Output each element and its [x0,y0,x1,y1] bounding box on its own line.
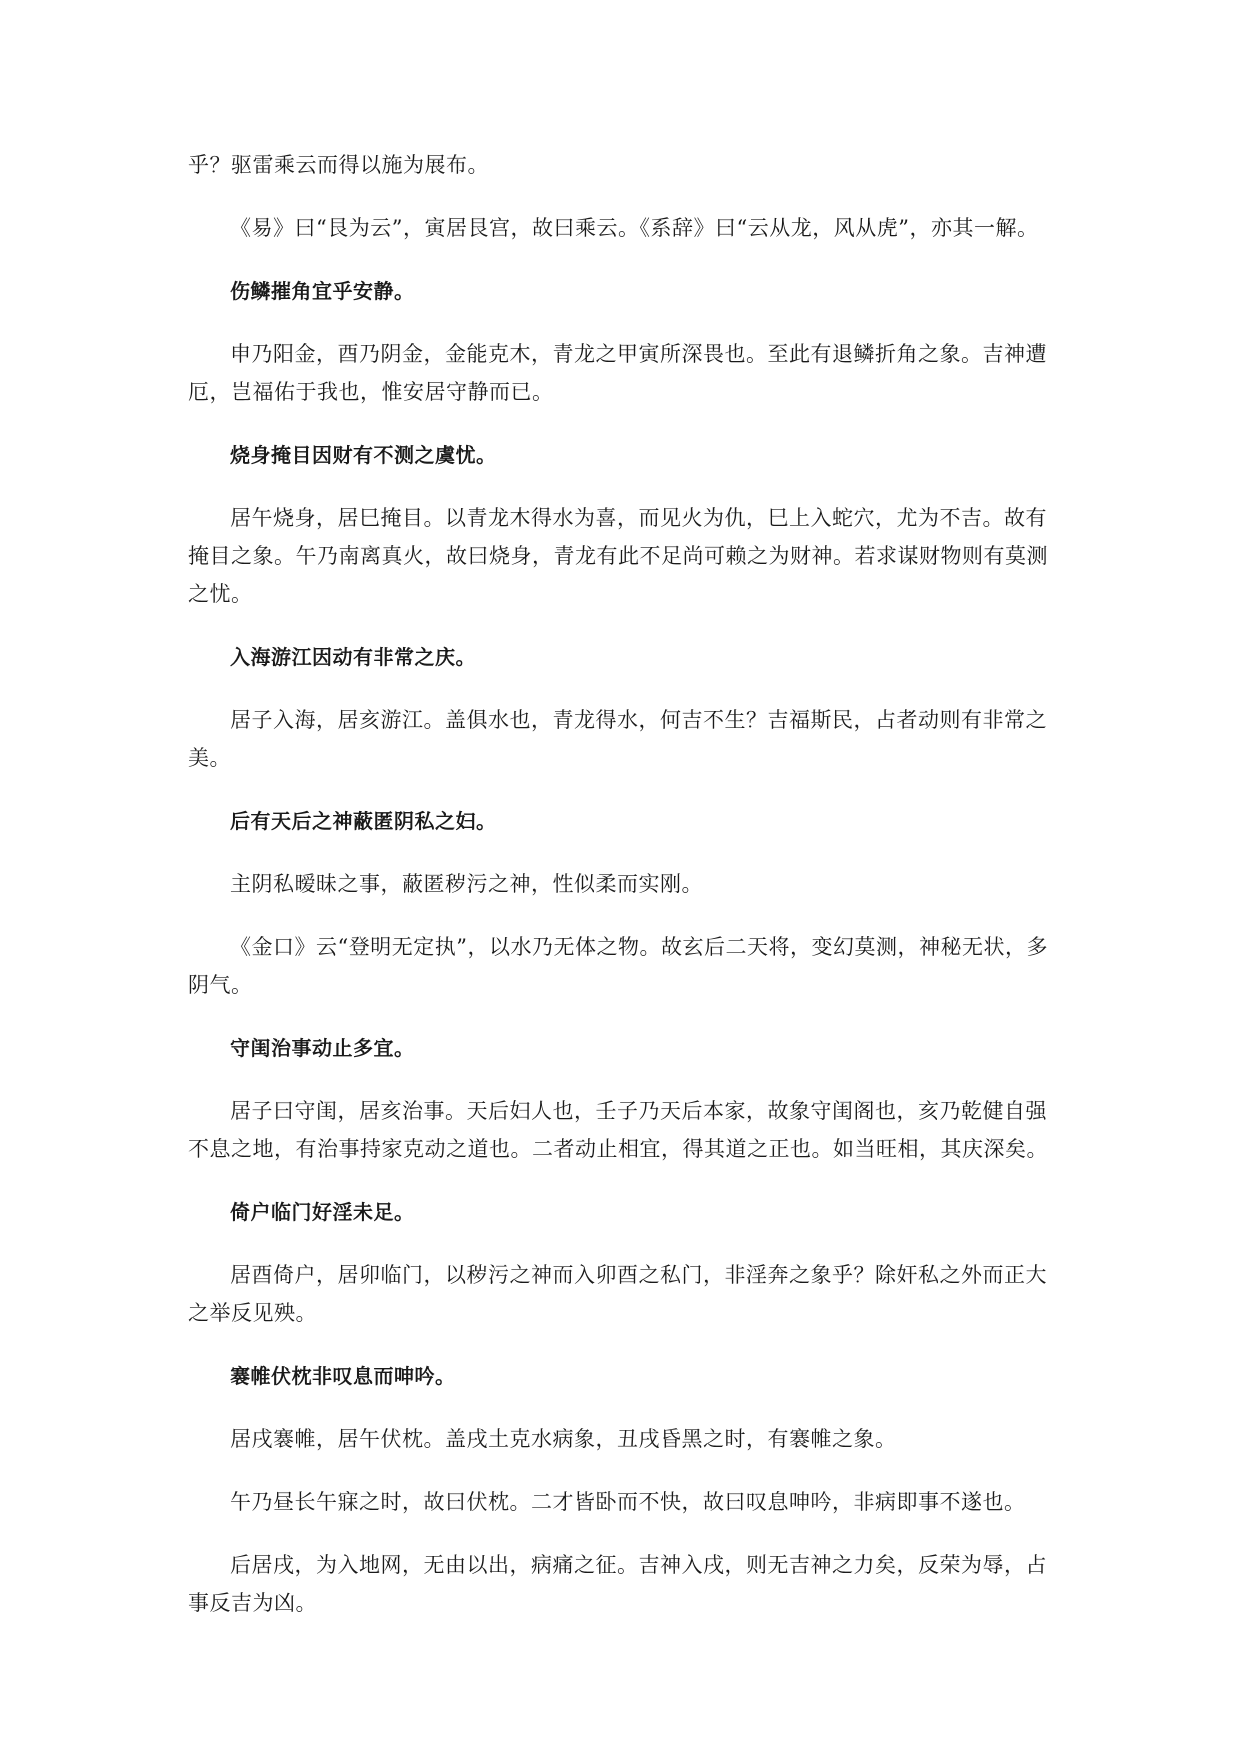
paragraph: 居午烧身，居巳掩目。以青龙木得水为喜，而见火为仇，巳上入蛇穴，尤为不吉。故有掩目之象。午乃南离真火，故曰烧身，青龙有此不足尚可赖之为财神。若求谋财物则有莫测之忧。 [188,506,1048,606]
paragraph: 居戌褰帷，居午伏枕。盖戌土克水病象，丑戌昏黑之时，有褰帷之象。 [230,1427,897,1451]
paragraph: 乎？驱雷乘云而得以施为展布。 [188,153,489,177]
paragraph: 后居戌，为入地网，无由以出，病痛之征。吉神入戌，则无吉神之力矣，反荣为辱，占事反吉为凶。 [188,1553,1047,1615]
section-heading: 伤鳞摧角宜乎安静。 [230,279,415,303]
paragraph: 居子曰守闺，居亥治事。天后妇人也，壬子乃天后本家，故象守闺阁也，亥乃乾健自强不息之地，有治事持家克动之道也。二者动止相宜，得其道之正也。如当旺相，其庆深矣。 [188,1099,1048,1161]
paragraph: 主阴私暧昧之事，蔽匿秽污之神，性似柔而实刚。 [230,872,703,896]
paragraph: 居酉倚户，居卯临门，以秽污之神而入卯酉之私门，非淫奔之象乎？除奸私之外而正大之举反见殃。 [188,1263,1047,1325]
section-heading: 后有天后之神蔽匿阴私之妇。 [230,809,497,833]
paragraph: 《易》曰“艮为云”，寅居艮宫，故曰乘云。《系辞》曰“云从龙，风从虎”，亦其一解。 [230,216,1039,240]
section-heading: 褰帷伏枕非叹息而呻吟。 [230,1364,456,1388]
paragraph: 午乃昼长午寐之时，故曰伏枕。二才皆卧而不快，故曰叹息呻吟，非病即事不遂也。 [230,1490,1026,1514]
document-page [188,146,1056,1647]
section-heading: 倚户临门好淫未足。 [230,1200,415,1224]
paragraph: 申乃阳金，酉乃阴金，金能克木，青龙之甲寅所深畏也。至此有退鳞折角之象。吉神遭厄，岂福佑于我也，惟安居守静而已。 [188,342,1047,404]
paragraph: 居子入海，居亥游江。盖俱水也，青龙得水，何吉不生？吉福斯民，占者动则有非常之美。 [188,708,1047,770]
paragraph: 《金口》云“登明无定执”，以水乃无体之物。故玄后二天将，变幻莫测，神秘无状，多阴气。 [188,935,1048,997]
section-heading: 守闺治事动止多宜。 [230,1036,415,1060]
section-heading: 入海游江因动有非常之庆。 [230,645,476,669]
section-heading: 烧身掩目因财有不测之虞忧。 [230,443,497,467]
